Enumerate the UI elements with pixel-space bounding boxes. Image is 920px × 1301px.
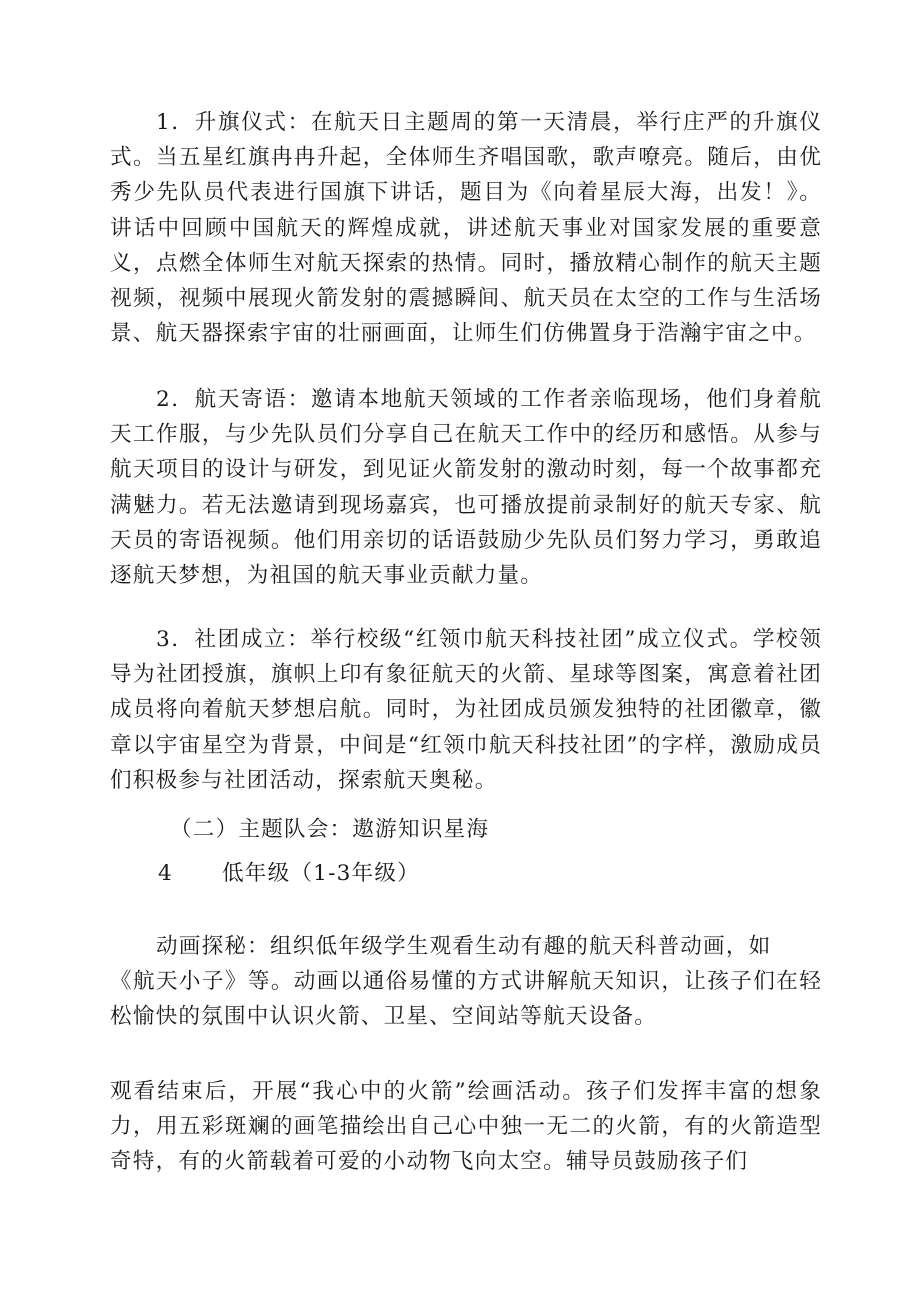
paragraph-animation-first-line: 动画探秘：组织低年级学生观看生动有趣的航天科普动画，如 <box>156 934 772 959</box>
list-item-number: 4 <box>158 861 173 886</box>
paragraph-animation-continuation: 《航天小子》等。动画以通俗易懂的方式讲解航天知识，让孩子们在轻松愉快的氛围中认识火箭、卫星、空间站等航天设备。 <box>110 969 822 1030</box>
paragraph-aerospace-message: 2．航天寄语：邀请本地航天领域的工作者亲临现场，他们身着航天工作服，与少先队员们分享自己在航天工作中的经历和感悟。从参与航天项目的设计与研发，到见证火箭发射的激动时刻，每一个故事都充满魅力。若无法邀请到现场嘉宾，也可播放提前录制好的航天专家、航天员的寄语视频。他们用亲切的话语鼓励少先队员们努力学习，勇敢追逐航天梦想，为祖国的航天事业贡献力量。 <box>110 387 822 589</box>
list-item-label: 低年级（1-3年级） <box>222 861 420 886</box>
section-heading: （二）主题队会：遨游知识星海 <box>170 817 490 842</box>
paragraph-drawing-activity: 观看结束后，开展“我心中的火箭”绘画活动。孩子们发挥丰富的想象力，用五彩斑斓的画笔描绘出自己心中独一无二的火箭，有的火箭造型奇特，有的火箭载着可爱的小动物飞向太空。辅导员鼓励孩子们 <box>110 1079 822 1175</box>
paragraph-animation <box>110 929 822 1035</box>
paragraph-flag-ceremony: 1．升旗仪式：在航天日主题周的第一天清晨，举行庄严的升旗仪式。当五星红旗冉冉升起，全体师生齐唱国歌，歌声嘹亮。随后，由优秀少先队员代表进行国旗下讲话，题目为《向着星辰大海，出发！》。讲话中回顾中国航天的辉煌成就，讲述航天事业对国家发展的重要意义，点燃全体师生对航天探索的热情。同时，播放精心制作的航天主题视频，视频中展现火箭发射的震撼瞬间、航天员在太空的工作与生活场景、航天器探索宇宙的壮丽画面，让师生们仿佛置身于浩瀚宇宙之中。 <box>110 110 822 347</box>
paragraph-club-founding: 3．社团成立：举行校级“红领巾航天科技社团”成立仪式。学校领导为社团授旗，旗帜上印有象征航天的火箭、星球等图案，寓意着社团成员将向着航天梦想启航。同时，为社团成员颁发独特的社团徽章，徽章以宇宙星空为背景，中间是“红领巾航天科技社团”的字样，激励成员们积极参与社团活动，探索航天奥秘。 <box>110 627 822 793</box>
